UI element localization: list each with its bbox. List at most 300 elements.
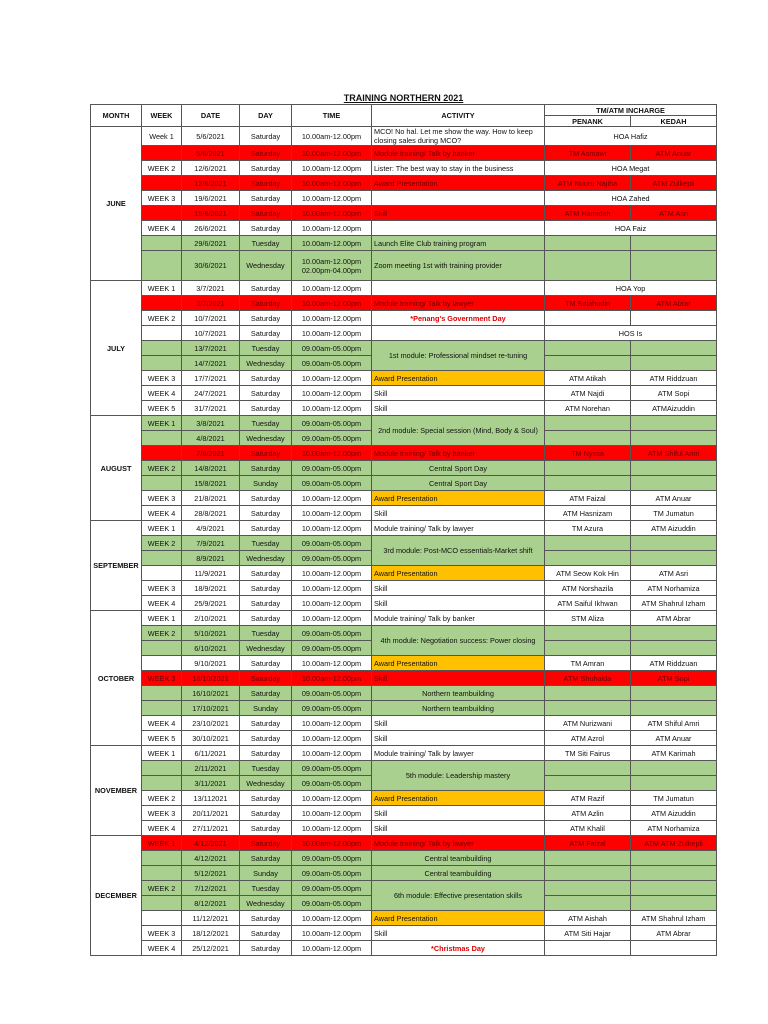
week-cell [142, 326, 182, 341]
month-label: DECEMBER [91, 836, 142, 956]
activity-cell: Module training/ Talk by lawyer [372, 746, 545, 761]
kedah-incharge-cell: ATM Anuar [631, 491, 717, 506]
penang-incharge-cell: ATM Norehan [545, 401, 631, 416]
time-cell: 10.00am-12.00pm [292, 221, 372, 236]
time-cell: 09.00am-05.00pm [292, 851, 372, 866]
penang-incharge-cell: ATM Siti Hajar [545, 926, 631, 941]
week-cell: WEEK 5 [142, 731, 182, 746]
month-label: SEPTEMBER [91, 521, 142, 611]
kedah-incharge-cell: ATM Zulkepli [631, 176, 717, 191]
penang-incharge-cell: ATM Norshazila [545, 581, 631, 596]
date-cell: 31/7/2021 [182, 401, 240, 416]
kedah-incharge-cell: ATM Abrar [631, 296, 717, 311]
activity-cell: Central Sport Day [372, 476, 545, 491]
date-cell: 4/9/2021 [182, 521, 240, 536]
date-cell: 15/8/2021 [182, 476, 240, 491]
day-cell: Saturday [240, 281, 292, 296]
kedah-incharge-cell [631, 896, 717, 911]
date-cell: 6/10/2021 [182, 641, 240, 656]
penang-incharge-cell: TM Nyssa [545, 446, 631, 461]
kedah-incharge-cell [631, 476, 717, 491]
week-cell: WEEK 2 [142, 881, 182, 896]
day-cell: Wednesday [240, 551, 292, 566]
activity-cell: Skill [372, 581, 545, 596]
kedah-incharge-cell: ATM Shiful Amri [631, 446, 717, 461]
week-cell [142, 551, 182, 566]
activity-cell: Award Presentation [372, 911, 545, 926]
time-cell: 10.00am-12.00pm [292, 176, 372, 191]
date-cell: 23/10/2021 [182, 716, 240, 731]
schedule-row [91, 236, 717, 251]
time-cell: 10.00am-12.00pm [292, 236, 372, 251]
week-cell: WEEK 1 [142, 281, 182, 296]
schedule-row [91, 311, 717, 326]
day-cell: Wednesday [240, 896, 292, 911]
activity-cell [372, 326, 545, 341]
header-penang: PENANK [545, 116, 631, 127]
schedule-row [91, 206, 717, 221]
date-cell: 3/11/2021 [182, 776, 240, 791]
schedule-row [91, 251, 717, 281]
kedah-incharge-cell: ATM Norhamiza [631, 821, 717, 836]
week-cell: WEEK 4 [142, 386, 182, 401]
week-cell [142, 851, 182, 866]
kedah-incharge-cell: ATM Sopi [631, 671, 717, 686]
kedah-incharge-cell: ATM Shahrul Izham [631, 596, 717, 611]
kedah-incharge-cell: ATMAizuddin [631, 401, 717, 416]
activity-cell: Award Presentation [372, 791, 545, 806]
penang-incharge-cell: TM Solahudin [545, 296, 631, 311]
time-cell: 10.00am-12.00pm [292, 206, 372, 221]
penang-incharge-cell: TM Asmawi [545, 146, 631, 161]
schedule-row [91, 521, 717, 536]
penang-incharge-cell: ATM Azrol [545, 731, 631, 746]
week-cell [142, 701, 182, 716]
kedah-incharge-cell [631, 461, 717, 476]
kedah-incharge-cell: ATM Abrar [631, 611, 717, 626]
time-cell: 09.00am-05.00pm [292, 356, 372, 371]
day-cell: Saturday [240, 581, 292, 596]
week-cell: WEEK 2 [142, 461, 182, 476]
day-cell: Saturday [240, 851, 292, 866]
activity-cell: Award Presentation [372, 656, 545, 671]
time-cell: 10.00am-12.00pm [292, 941, 372, 956]
penang-incharge-cell: ATM Razif [545, 791, 631, 806]
kedah-incharge-cell [631, 641, 717, 656]
day-cell: Saturday [240, 836, 292, 851]
penang-incharge-cell: ATM Aishah [545, 911, 631, 926]
penang-incharge-cell [545, 851, 631, 866]
week-cell [142, 356, 182, 371]
schedule-row [91, 506, 717, 521]
penang-incharge-cell: ATM Saiful Ikhwan [545, 596, 631, 611]
date-cell: 29/6/2021 [182, 236, 240, 251]
penang-incharge-cell: ATM Nurizwani [545, 716, 631, 731]
schedule-row [91, 731, 717, 746]
schedule-row [91, 656, 717, 671]
time-cell: 09.00am-05.00pm [292, 686, 372, 701]
schedule-body [91, 127, 717, 956]
week-cell [142, 656, 182, 671]
kedah-incharge-cell: TM Jumatun [631, 506, 717, 521]
activity-cell: 3rd module: Post-MCO essentials-Market shift [372, 536, 545, 566]
time-cell: 10.00am-12.00pm [292, 326, 372, 341]
schedule-row [91, 581, 717, 596]
activity-cell: Module training/ Talk by lawyer [372, 521, 545, 536]
schedule-row [91, 941, 717, 956]
date-cell: 19/6/2021 [182, 191, 240, 206]
week-cell: WEEK 1 [142, 611, 182, 626]
time-cell: 10.00am-12.00pm [292, 836, 372, 851]
activity-cell: *Christmas Day [372, 941, 545, 956]
date-cell: 5/6/2021 [182, 146, 240, 161]
penang-incharge-cell [545, 461, 631, 476]
day-cell: Saturday [240, 491, 292, 506]
week-cell: WEEK 3 [142, 671, 182, 686]
day-cell: Tuesday [240, 416, 292, 431]
day-cell: Saturday [240, 926, 292, 941]
kedah-incharge-cell: ATM Aizuddin [631, 806, 717, 821]
time-cell: 10.00am-12.00pm [292, 446, 372, 461]
activity-cell: Award Presentation [372, 371, 545, 386]
day-cell: Sunday [240, 476, 292, 491]
kedah-incharge-cell: ATM ATM Zulkepli [631, 836, 717, 851]
time-cell: 10.00am-12.00pm [292, 386, 372, 401]
activity-cell: Zoom meeting 1st with training provider [372, 251, 545, 281]
time-cell: 10.00am-12.00pm 02.00pm-04.00pm [292, 251, 372, 281]
header-incharge: TM/ATM INCHARGE [545, 105, 717, 116]
month-label: OCTOBER [91, 611, 142, 746]
date-cell: 4/12/2021 [182, 836, 240, 851]
activity-cell: Skill [372, 401, 545, 416]
time-cell: 10.00am-12.00pm [292, 311, 372, 326]
week-cell [142, 566, 182, 581]
activity-cell: Skill [372, 386, 545, 401]
schedule-row [91, 371, 717, 386]
time-cell: 09.00am-05.00pm [292, 866, 372, 881]
time-cell: 09.00am-05.00pm [292, 776, 372, 791]
week-cell: WEEK 3 [142, 191, 182, 206]
penang-incharge-cell [545, 701, 631, 716]
kedah-incharge-cell: ATM Riddzuan [631, 656, 717, 671]
date-cell: 8/9/2021 [182, 551, 240, 566]
penang-incharge-cell: ATM Khalil [545, 821, 631, 836]
activity-cell: 6th module: Effective presentation skills [372, 881, 545, 911]
activity-cell: Skill [372, 821, 545, 836]
kedah-incharge-cell [631, 551, 717, 566]
schedule-row [91, 221, 717, 236]
schedule-row [91, 686, 717, 701]
day-cell: Saturday [240, 716, 292, 731]
activity-cell: Module training/ Talk by lawyer [372, 836, 545, 851]
day-cell: Saturday [240, 686, 292, 701]
date-cell: 17/10/2021 [182, 701, 240, 716]
activity-cell: Central teambuilding [372, 866, 545, 881]
schedule-row [91, 127, 717, 146]
activity-cell: MCO! No hal. Let me show the way. How to keep closing sales during MCO? [372, 127, 545, 146]
day-cell: Tuesday [240, 236, 292, 251]
date-cell: 20/11/2021 [182, 806, 240, 821]
date-cell: 3/8/2021 [182, 416, 240, 431]
day-cell: Saturday [240, 731, 292, 746]
activity-cell: Award Presentation [372, 566, 545, 581]
header-activity: ACTIVITY [372, 105, 545, 127]
header-kedah: KEDAH [631, 116, 717, 127]
week-cell [142, 251, 182, 281]
day-cell: Saturday [240, 176, 292, 191]
time-cell: 09.00am-05.00pm [292, 461, 372, 476]
date-cell: 21/8/2021 [182, 491, 240, 506]
week-cell: WEEK 5 [142, 401, 182, 416]
date-cell: 13/112021 [182, 791, 240, 806]
activity-cell: 1st module: Professional mindset re-tuning [372, 341, 545, 371]
incharge-cell: HOA Zahed [545, 191, 717, 206]
day-cell: Saturday [240, 821, 292, 836]
header-date: DATE [182, 105, 240, 127]
week-cell: WEEK 2 [142, 311, 182, 326]
date-cell: 14/7/2021 [182, 356, 240, 371]
kedah-incharge-cell: ATM Norhamiza [631, 581, 717, 596]
kedah-incharge-cell [631, 251, 717, 281]
kedah-incharge-cell: ATM Asri [631, 206, 717, 221]
date-cell: 3/7/2021 [182, 281, 240, 296]
schedule-row [91, 626, 717, 641]
week-cell: WEEK 4 [142, 596, 182, 611]
schedule-row [91, 296, 717, 311]
activity-cell: Skill [372, 206, 545, 221]
date-cell: 10/7/2021 [182, 326, 240, 341]
week-cell [142, 206, 182, 221]
date-cell: 17/7/2021 [182, 371, 240, 386]
day-cell: Saturday [240, 806, 292, 821]
schedule-row [91, 491, 717, 506]
schedule-row [91, 401, 717, 416]
schedule-row [91, 446, 717, 461]
kedah-incharge-cell: ATM Shahrul Izham [631, 911, 717, 926]
schedule-row [91, 416, 717, 431]
date-cell: 16/10/2021 [182, 686, 240, 701]
week-cell [142, 341, 182, 356]
schedule-row [91, 596, 717, 611]
penang-incharge-cell: ATM Atikah [545, 371, 631, 386]
kedah-incharge-cell [631, 941, 717, 956]
schedule-row [91, 761, 717, 776]
penang-incharge-cell [545, 776, 631, 791]
kedah-incharge-cell: ATM Shiful Amri [631, 716, 717, 731]
time-cell: 09.00am-05.00pm [292, 701, 372, 716]
kedah-incharge-cell: ATM Sopi [631, 386, 717, 401]
week-cell [142, 761, 182, 776]
kedah-incharge-cell [631, 416, 717, 431]
schedule-row [91, 461, 717, 476]
week-cell: WEEK 3 [142, 371, 182, 386]
day-cell: Saturday [240, 671, 292, 686]
date-cell: 19/6/2021 [182, 206, 240, 221]
day-cell: Saturday [240, 221, 292, 236]
day-cell: Tuesday [240, 761, 292, 776]
date-cell: 18/9/2021 [182, 581, 240, 596]
day-cell: Saturday [240, 506, 292, 521]
day-cell: Saturday [240, 206, 292, 221]
time-cell: 10.00am-12.00pm [292, 581, 372, 596]
time-cell: 10.00am-12.00pm [292, 491, 372, 506]
incharge-cell: HOS Is [545, 326, 717, 341]
kedah-incharge-cell [631, 431, 717, 446]
date-cell: 7/12/2021 [182, 881, 240, 896]
schedule-row [91, 326, 717, 341]
date-cell: 7/8/2021 [182, 446, 240, 461]
day-cell: Saturday [240, 911, 292, 926]
time-cell: 10.00am-12.00pm [292, 596, 372, 611]
time-cell: 10.00am-12.00pm [292, 191, 372, 206]
header-month: MONTH [91, 105, 142, 127]
activity-cell: Module training/ Talk by lawyer [372, 296, 545, 311]
time-cell: 10.00am-12.00pm [292, 521, 372, 536]
schedule-row [91, 341, 717, 356]
penang-incharge-cell: STM Aliza [545, 611, 631, 626]
activity-cell: Northern teambuilding [372, 701, 545, 716]
kedah-incharge-cell [631, 776, 717, 791]
header-time: TIME [292, 105, 372, 127]
penang-incharge-cell: ATM Faizal [545, 491, 631, 506]
activity-cell: Module training/ Talk by banker [372, 146, 545, 161]
activity-cell: 5th module: Leadership mastery [372, 761, 545, 791]
penang-incharge-cell: TM Azura [545, 521, 631, 536]
date-cell: 27/11/2021 [182, 821, 240, 836]
day-cell: Tuesday [240, 626, 292, 641]
schedule-row [91, 836, 717, 851]
kedah-incharge-cell: ATM Anuar [631, 731, 717, 746]
time-cell: 09.00am-05.00pm [292, 341, 372, 356]
penang-incharge-cell [545, 881, 631, 896]
penang-incharge-cell: TM Amran [545, 656, 631, 671]
day-cell: Saturday [240, 386, 292, 401]
kedah-incharge-cell: ATM Asri [631, 566, 717, 581]
penang-incharge-cell [545, 896, 631, 911]
schedule-row [91, 806, 717, 821]
penang-incharge-cell [545, 761, 631, 776]
penang-incharge-cell [545, 641, 631, 656]
activity-cell: Northern teambuilding [372, 686, 545, 701]
sheet-title: TRAINING NORTHERN 2021 [343, 93, 464, 103]
week-cell: WEEK 2 [142, 791, 182, 806]
penang-incharge-cell [545, 476, 631, 491]
time-cell: 10.00am-12.00pm [292, 506, 372, 521]
month-label: NOVEMBER [91, 746, 142, 836]
day-cell: Tuesday [240, 881, 292, 896]
week-cell: WEEK 1 [142, 746, 182, 761]
activity-cell [372, 191, 545, 206]
week-cell: WEEK 4 [142, 821, 182, 836]
week-cell: WEEK 1 [142, 836, 182, 851]
day-cell: Tuesday [240, 341, 292, 356]
week-cell [142, 446, 182, 461]
activity-cell: 2nd module: Special session (Mind, Body & Soul) [372, 416, 545, 446]
time-cell: 09.00am-05.00pm [292, 476, 372, 491]
training-schedule-table [90, 93, 717, 956]
penang-incharge-cell: ATM Hasnizam [545, 506, 631, 521]
activity-cell: 4th module: Negotiation success: Power closing [372, 626, 545, 656]
week-cell [142, 146, 182, 161]
activity-cell: Module training/ Talk by banker [372, 446, 545, 461]
date-cell: 9/10/2021 [182, 656, 240, 671]
week-cell: WEEK 1 [142, 416, 182, 431]
activity-cell: Module training/ Talk by banker [372, 611, 545, 626]
activity-cell [372, 221, 545, 236]
month-label: AUGUST [91, 416, 142, 521]
schedule-row [91, 191, 717, 206]
time-cell: 09.00am-05.00pm [292, 641, 372, 656]
week-cell: WEEK 1 [142, 521, 182, 536]
week-cell [142, 176, 182, 191]
day-cell: Sunday [240, 866, 292, 881]
time-cell: 10.00am-12.00pm [292, 146, 372, 161]
kedah-incharge-cell [631, 686, 717, 701]
activity-cell: Central teambuilding [372, 851, 545, 866]
date-cell: 16/10/2021 [182, 671, 240, 686]
date-cell: 25/12/2021 [182, 941, 240, 956]
time-cell: 10.00am-12.00pm [292, 806, 372, 821]
kedah-incharge-cell: ATM Abrar [631, 926, 717, 941]
time-cell: 10.00am-12.00pm [292, 791, 372, 806]
schedule-row [91, 161, 717, 176]
penang-incharge-cell [545, 941, 631, 956]
date-cell: 2/10/2021 [182, 611, 240, 626]
kedah-incharge-cell [631, 866, 717, 881]
day-cell: Saturday [240, 146, 292, 161]
day-cell: Saturday [240, 596, 292, 611]
activity-cell: Central Sport Day [372, 461, 545, 476]
date-cell: 2/11/2021 [182, 761, 240, 776]
day-cell: Saturday [240, 326, 292, 341]
week-cell: WEEK 3 [142, 491, 182, 506]
schedule-row [91, 881, 717, 896]
time-cell: 09.00am-05.00pm [292, 431, 372, 446]
date-cell: 6/11/2021 [182, 746, 240, 761]
header-day: DAY [240, 105, 292, 127]
activity-cell: Skill [372, 926, 545, 941]
week-cell: WEEK 2 [142, 626, 182, 641]
kedah-incharge-cell: TM Jumatun [631, 791, 717, 806]
kedah-incharge-cell [631, 626, 717, 641]
date-cell: 5/6/2021 [182, 127, 240, 146]
activity-cell: *Penang's Government Day [372, 311, 545, 326]
schedule-row [91, 386, 717, 401]
date-cell: 5/12/2021 [182, 866, 240, 881]
schedule-row [91, 701, 717, 716]
schedule-row [91, 611, 717, 626]
time-cell: 10.00am-12.00pm [292, 716, 372, 731]
day-cell: Saturday [240, 611, 292, 626]
time-cell: 10.00am-12.00pm [292, 401, 372, 416]
week-cell: WEEK 3 [142, 926, 182, 941]
date-cell: 13/7/2021 [182, 341, 240, 356]
activity-cell [372, 281, 545, 296]
schedule-row [91, 281, 717, 296]
date-cell: 28/8/2021 [182, 506, 240, 521]
schedule-row [91, 716, 717, 731]
kedah-incharge-cell: ATM Karimah [631, 746, 717, 761]
date-cell: 25/9/2021 [182, 596, 240, 611]
penang-incharge-cell [545, 236, 631, 251]
day-cell: Saturday [240, 791, 292, 806]
date-cell: 5/10/2021 [182, 626, 240, 641]
day-cell: Wednesday [240, 776, 292, 791]
time-cell: 10.00am-12.00pm [292, 746, 372, 761]
time-cell: 10.00am-12.00pm [292, 371, 372, 386]
day-cell: Wednesday [240, 356, 292, 371]
schedule-row [91, 671, 717, 686]
